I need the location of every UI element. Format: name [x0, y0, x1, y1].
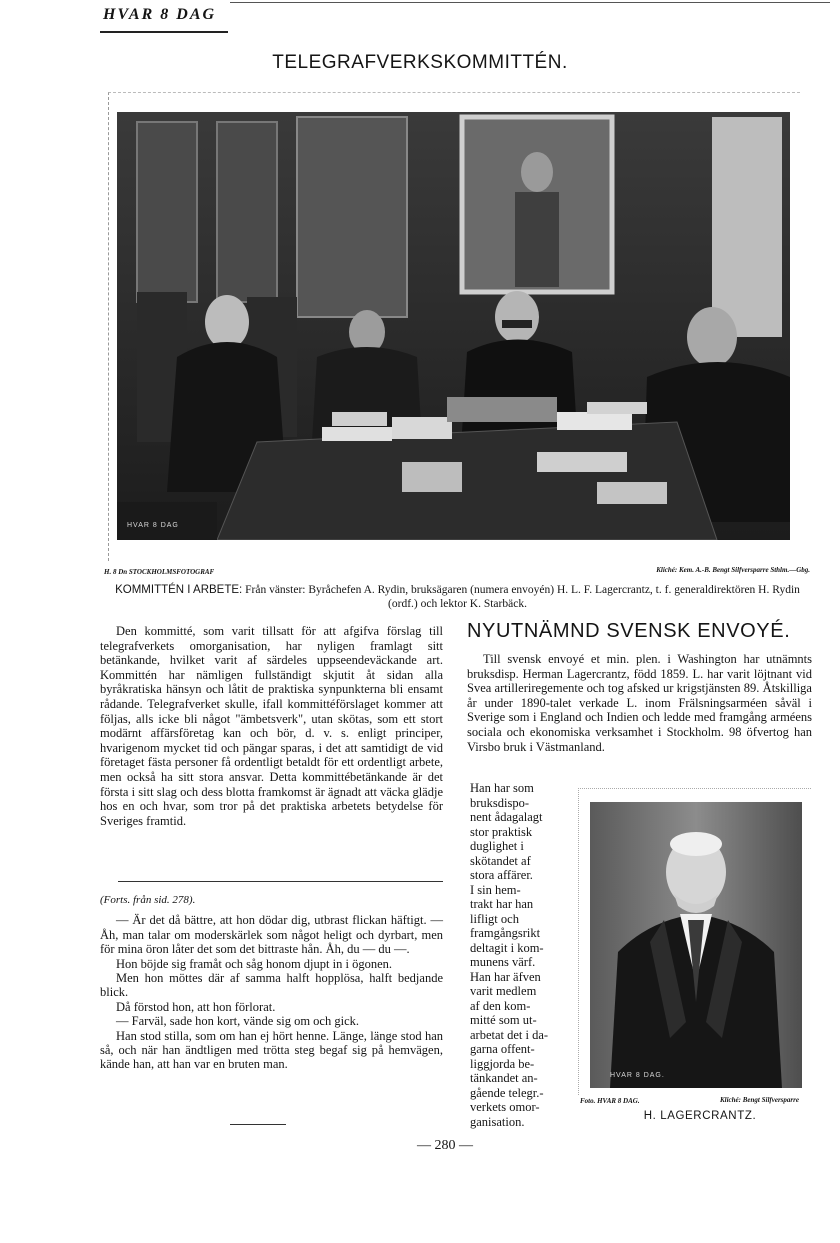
page-title: TELEGRAFVERKSKOMMITTÉN. — [272, 52, 568, 73]
story-paragraph: — Är det då bättre, att hon dödar dig, utbrast flickan häftigt. — Åh, man talar om moderskärlek som något heligt och dyrbart, men för mina öron låter det som det bittraste hån. Åh, du — du —. — [100, 913, 443, 957]
portrait-credit-right: Kliché: Bengt Silfversparre — [720, 1096, 799, 1104]
envoy-article — [467, 652, 812, 754]
envoy-headline: NYUTNÄMND SVENSK ENVOYÉ. — [467, 620, 791, 642]
narrow-line: stor praktisk — [470, 824, 533, 839]
envoy-narrow-column — [470, 781, 560, 1129]
narrow-line: munens värf. — [470, 955, 536, 969]
narrow-line: nent ådagalagt — [470, 810, 543, 824]
narrow-line: ganisation. — [470, 1114, 525, 1129]
lagercrantz-portrait — [590, 802, 802, 1088]
story-continued-note: (Forts. från sid. 278). — [100, 894, 196, 906]
caption-lead: KOMMITTÉN I ARBETE: — [115, 584, 243, 596]
narrow-line: arbetat det i da- — [470, 1027, 549, 1042]
narrow-line: trakt har han — [470, 897, 534, 911]
narrow-line: skötandet af — [470, 853, 531, 868]
story-paragraph: Då förstod hon, att hon förlorat. — [116, 999, 276, 1014]
story-paragraph: Men hon möttes där af samma halft hopplösa, halft bedjande blick. — [100, 971, 443, 1000]
serial-story — [100, 893, 443, 1072]
photo-credit-left: H. 8 Dn STOCKHOLMSFOTOGRAF — [104, 568, 215, 576]
story-end-rule — [230, 1124, 286, 1125]
narrow-line: I sin hem- — [470, 882, 521, 897]
narrow-line: liggjorda be- — [470, 1056, 535, 1071]
narrow-line: bruksdispo- — [470, 795, 530, 810]
masthead-rule — [100, 31, 228, 33]
story-paragraph: Han stod stilla, som om han ej hört henne. Länge, länge stod han så, och när han ändtligen med trötta steg begaf sig på hemvägen, kände han, att han var en bruten man. — [100, 1028, 443, 1072]
photo-credit-right: Kliché: Kem. A.-B. Bengt Silfversparre Sthlm.—Gbg. — [656, 566, 810, 574]
narrow-line: Han har som — [470, 781, 534, 795]
story-paragraph: Hon böjde sig framåt och såg honom djupt in i ögonen. — [116, 956, 393, 971]
caption-text: Från vänster: Byråchefen A. Rydin, bruksägaren (numera envoyén) H. L. F. Lagercrantz, t. f. generaldirektören H. Rydin (ordf.) och lektor K. Starbäck. — [242, 584, 800, 610]
narrow-line: mitté som ut- — [470, 1013, 537, 1027]
portrait-watermark: HVAR 8 DAG. — [610, 1072, 665, 1079]
portrait-caption: H. LAGERCRANTZ. — [643, 1110, 757, 1122]
narrow-line: varit medlem — [470, 984, 537, 998]
photo-watermark: HVAR 8 DAG — [127, 522, 179, 529]
narrow-line: framgångsrikt — [470, 926, 541, 940]
narrow-line: gående telegr.- — [470, 1085, 544, 1100]
narrow-line: stora affärer. — [470, 868, 533, 882]
story-paragraph: — Farväl, sade hon kort, vände sig om och gick. — [116, 1014, 360, 1029]
envoy-paragraph: Till svensk envoyé et min. plen. i Washington har utnämnts bruksdisp. Herman Lagercrantz, född 1859. L. har varit löjtnant vid Svea artilleriregemente och tog afsked ur krigstjänsten 89. Åtskilliga år under 1890-talet verkade L. inom Frälsningsarméen såväl i Sverige som i England och Indien och ledde med framgång arméens sociala och ekonomiska verksamhet i Stockholm. 98 öfvertog han Virsbo bruk i Västmanland. — [467, 652, 812, 754]
article-paragraph: Den kommitté, som varit tillsatt för att afgifva förslag till telegrafverkets omorganisation, har nyligen framlagt sitt betänkande, hvilket varit af särdeles uppseendeväckande art. Kommittén har nämligen fullständigt skjutit åt sidan alla byråkratiska hänsyn och låtit de praktiska synpunkterna bli ensamt rådande. Telegrafverket skulle, ifall kommittéförslaget kommer att följas, alls icke bli något "ämbetsverk", utan skötas, som ett stort modärnt affärsföretag kan och bör, d. v. s. enligt principer, hvarigenom mycket tid och pängar sparas, i det att samtidigt de vid företaget fästa personer få ordentligt betaldt för ett ordentligt arbete, men också ha sitt stora ansvar. Detta kommittébetänkande är det första i sitt slag och dess blotta framkomst är ägnadt att väcka glädje hos en och hvar, som tror på det praktiska arbetets betydelse för Sveriges framtid. — [100, 624, 443, 828]
page-number: — 280 — — [417, 1138, 473, 1153]
portrait-image — [590, 802, 802, 1088]
committee-article — [100, 624, 443, 828]
masthead: HVAR 8 DAG — [103, 6, 217, 23]
narrow-line: Han har äfven — [470, 969, 541, 984]
narrow-line: duglighet i — [470, 839, 524, 853]
photo-caption — [100, 583, 815, 611]
portrait-credit-left: Foto. HVAR 8 DAG. — [580, 1097, 640, 1105]
narrow-line: garna offent- — [470, 1042, 535, 1056]
narrow-line: lifligt och — [470, 911, 519, 926]
top-rule — [230, 2, 830, 3]
column-divider — [118, 881, 443, 882]
narrow-line: verkets omor- — [470, 1100, 540, 1114]
committee-photo — [117, 112, 790, 540]
narrow-line: af den kom- — [470, 998, 531, 1013]
narrow-line: deltagit i kom- — [470, 940, 544, 955]
narrow-line: tänkandet an- — [470, 1071, 538, 1085]
committee-photo-image — [117, 112, 790, 540]
